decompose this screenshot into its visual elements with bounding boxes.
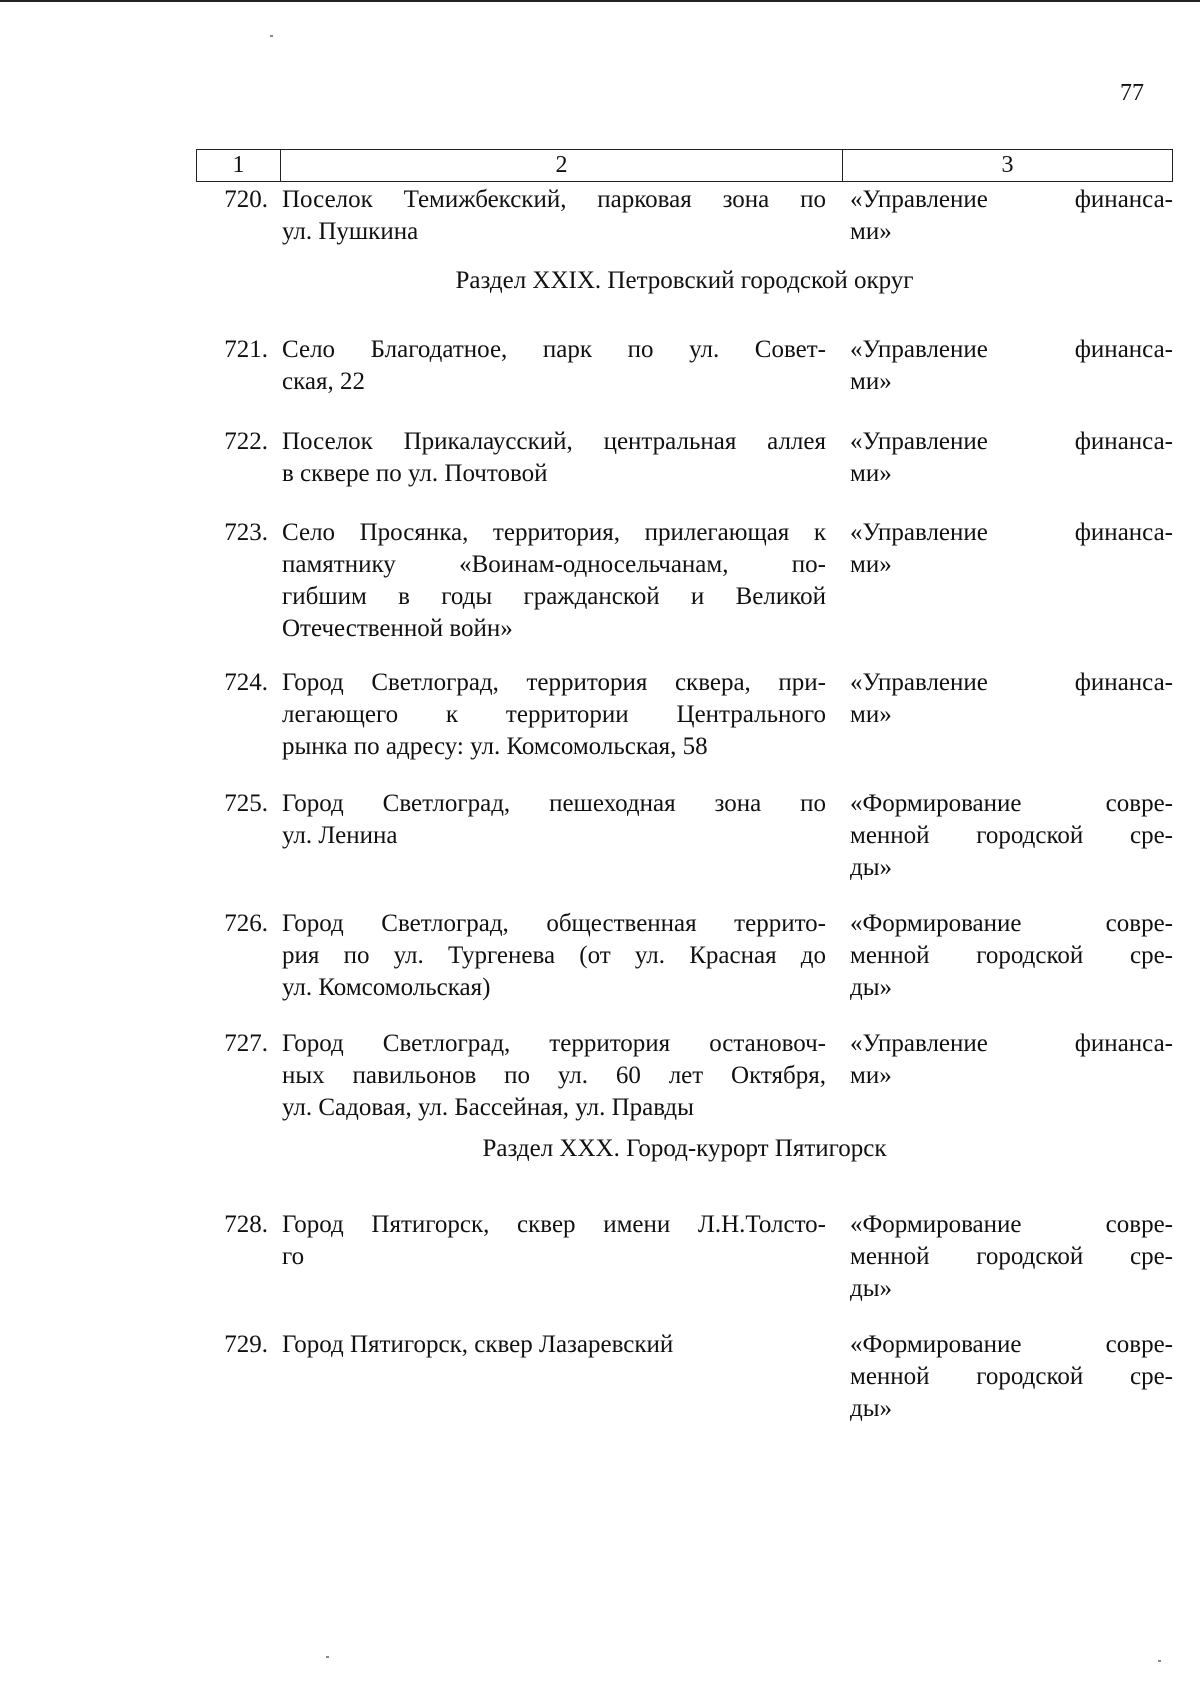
scan-speck [326,1656,329,1658]
section-title: Раздел XXX. Город-курорт Пятигорск [482,1135,887,1162]
row-program: «Управление финанса- ми» [850,428,1173,487]
row-description: Город Светлоград, территория остановоч- ных павильонов по ул. 60 лет Октября, ул. Садовая, ул. Бассейная, ул. Правды [282,1030,826,1121]
row-number: 727. [224,1030,268,1057]
row-number: 726. [224,910,268,937]
column-header-1: 1 [197,150,281,181]
row-number: 720. [224,186,268,213]
section-title: Раздел XXIX. Петровский городской округ [455,267,914,294]
row-description: Город Светлоград, территория сквера, при- легающего к территории Центрального рынка по адресу: ул. Комсомольская, 58 [282,669,826,760]
row-description: Поселок Темижбекский, парковая зона по ул. Пушкина [282,186,826,245]
row-number: 721. [224,336,268,363]
row-program: «Управление финанса- ми» [850,186,1173,245]
row-number: 729. [224,1331,268,1358]
row-description: Город Светлоград, пешеходная зона по ул. Ленина [282,790,826,849]
row-number: 723. [224,519,268,546]
row-description: Поселок Прикалаусский, центральная аллея в сквере по ул. Почтовой [282,428,826,487]
row-program: «Управление финанса- ми» [850,1030,1173,1089]
scan-speck [1158,1660,1161,1662]
top-rule [0,0,1200,2]
row-program: «Формирование совре- менной городской сре- ды» [850,1331,1173,1422]
row-program: «Управление финанса- ми» [850,336,1173,395]
page-number: 77 [1120,80,1144,106]
row-number: 724. [224,669,268,696]
row-program: «Формирование совре- менной городской сре- ды» [850,790,1173,881]
table-column-header [196,149,1173,182]
row-description: Село Просянка, территория, прилегающая к памятнику «Воинам-односельчанам, по- гибшим в годы гражданской и Великой Отечественной войн» [282,519,826,642]
row-program: «Управление финанса- ми» [850,669,1173,728]
row-description: Город Светлоград, общественная террито- рия по ул. Тургенева (от ул. Красная до ул. Комсомольская) [282,910,826,1001]
row-number: 722. [224,428,268,455]
row-description: Город Пятигорск, сквер имени Л.Н.Толсто- го [282,1211,826,1270]
row-number: 725. [224,790,268,817]
row-description: Село Благодатное, парк по ул. Совет- ская, 22 [282,336,826,395]
row-program: «Управление финанса- ми» [850,519,1173,578]
column-header-3: 3 [1001,152,1014,178]
row-program: «Формирование совре- менной городской сре- ды» [850,910,1173,1001]
row-program: «Формирование совре- менной городской сре- ды» [850,1211,1173,1302]
column-header-2: 2 [281,150,843,181]
row-number: 728. [224,1211,268,1238]
scan-speck [270,35,273,37]
row-description: Город Пятигорск, сквер Лазаревский [282,1331,674,1358]
